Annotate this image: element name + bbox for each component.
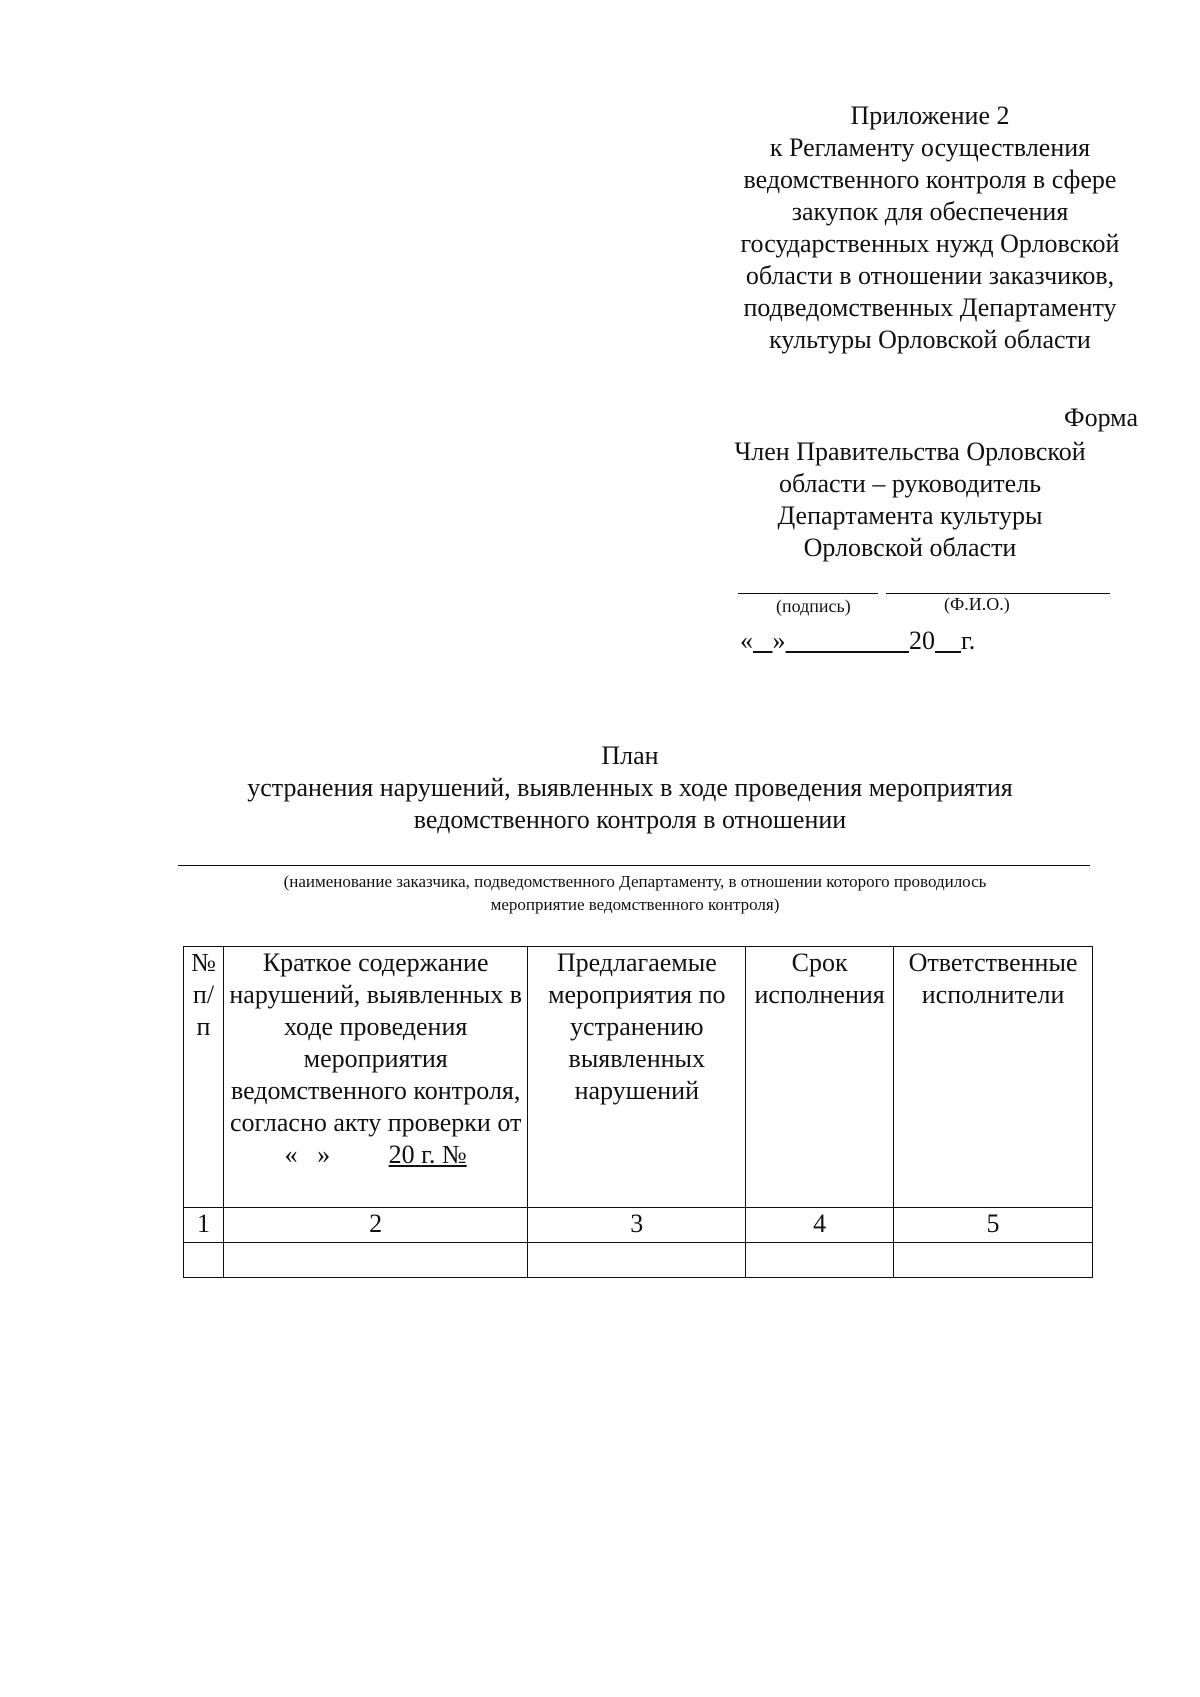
signature-caption: (подпись) xyxy=(776,596,851,616)
approval-date-line[interactable] xyxy=(740,626,975,656)
full-name-caption: (Ф.И.О.) xyxy=(944,594,1010,614)
appendix-line: закупок для обеспечения xyxy=(791,197,1069,226)
approver-line: Департамента культуры xyxy=(777,501,1043,530)
column-number: 5 xyxy=(894,1208,1093,1243)
approver-line: Член Правительства Орловской xyxy=(734,437,1086,466)
caption-line: (наименование заказчика, подведомственного Департаменту, в отношении которого проводилось xyxy=(283,872,987,891)
empty-cell[interactable] xyxy=(528,1243,746,1278)
act-date-open-quote: « xyxy=(284,1140,298,1169)
appendix-line: подведомственных Департаменту xyxy=(743,293,1117,322)
empty-cell[interactable] xyxy=(894,1243,1093,1278)
act-date-year: 20 xyxy=(388,1140,415,1169)
appendix-title: Приложение 2 xyxy=(850,101,1010,130)
act-date-line xyxy=(226,1139,525,1171)
column-number: 3 xyxy=(528,1208,746,1243)
signature-line[interactable] xyxy=(738,593,878,594)
date-year-suffix: г. xyxy=(961,626,976,655)
appendix-block xyxy=(690,100,1170,356)
approver-line: области – руководитель xyxy=(778,469,1042,498)
appendix-line: культуры Орловской области xyxy=(769,325,1091,354)
approver-line: Орловской области xyxy=(803,533,1017,562)
table-header-row xyxy=(184,947,1093,1208)
empty-cell[interactable] xyxy=(223,1243,527,1278)
customer-name-caption xyxy=(180,870,1090,916)
violations-plan-table xyxy=(183,946,1093,1278)
form-label: Форма xyxy=(1064,403,1138,432)
header-violations-summary xyxy=(223,947,527,1208)
appendix-line: к Регламенту осуществления xyxy=(769,133,1091,162)
column-number: 1 xyxy=(184,1208,224,1243)
date-year-prefix: 20 xyxy=(909,626,935,655)
column-number: 4 xyxy=(746,1208,894,1243)
plan-title: План xyxy=(601,741,659,770)
plan-subtitle-line: устранения нарушений, выявленных в ходе проведения мероприятия xyxy=(247,773,1013,802)
column-number-row xyxy=(184,1208,1093,1243)
header-proposed-measures: Предлагаемые мероприятия по устранению выявленных нарушений xyxy=(528,947,746,1208)
plan-heading xyxy=(130,740,1130,836)
approver-block xyxy=(700,436,1120,564)
column-number: 2 xyxy=(223,1208,527,1243)
caption-line: мероприятие ведомственного контроля) xyxy=(490,895,780,914)
header-responsible: Ответственные исполнители xyxy=(894,947,1093,1208)
table-row xyxy=(184,1243,1093,1278)
appendix-line: ведомственного контроля в сфере xyxy=(743,165,1117,194)
appendix-line: области в отношении заказчиков, xyxy=(745,261,1115,290)
header-violations-text: Краткое содержание нарушений, выявленных в ходе проведения мероприятия ведомственного контроля, согласно акту проверки от xyxy=(229,948,522,1137)
customer-name-line[interactable] xyxy=(178,865,1090,866)
act-date-close-quote: » xyxy=(317,1140,331,1169)
act-number-label: г. № xyxy=(421,1140,467,1169)
empty-cell[interactable] xyxy=(184,1243,224,1278)
header-number: № п/п xyxy=(184,947,224,1208)
empty-cell[interactable] xyxy=(746,1243,894,1278)
appendix-line: государственных нужд Орловской xyxy=(740,229,1120,258)
header-deadline: Срок исполнения xyxy=(746,947,894,1208)
date-close-quote: » xyxy=(772,626,786,655)
plan-subtitle-line: ведомственного контроля в отношении xyxy=(413,805,847,834)
date-open-quote: « xyxy=(740,626,753,655)
